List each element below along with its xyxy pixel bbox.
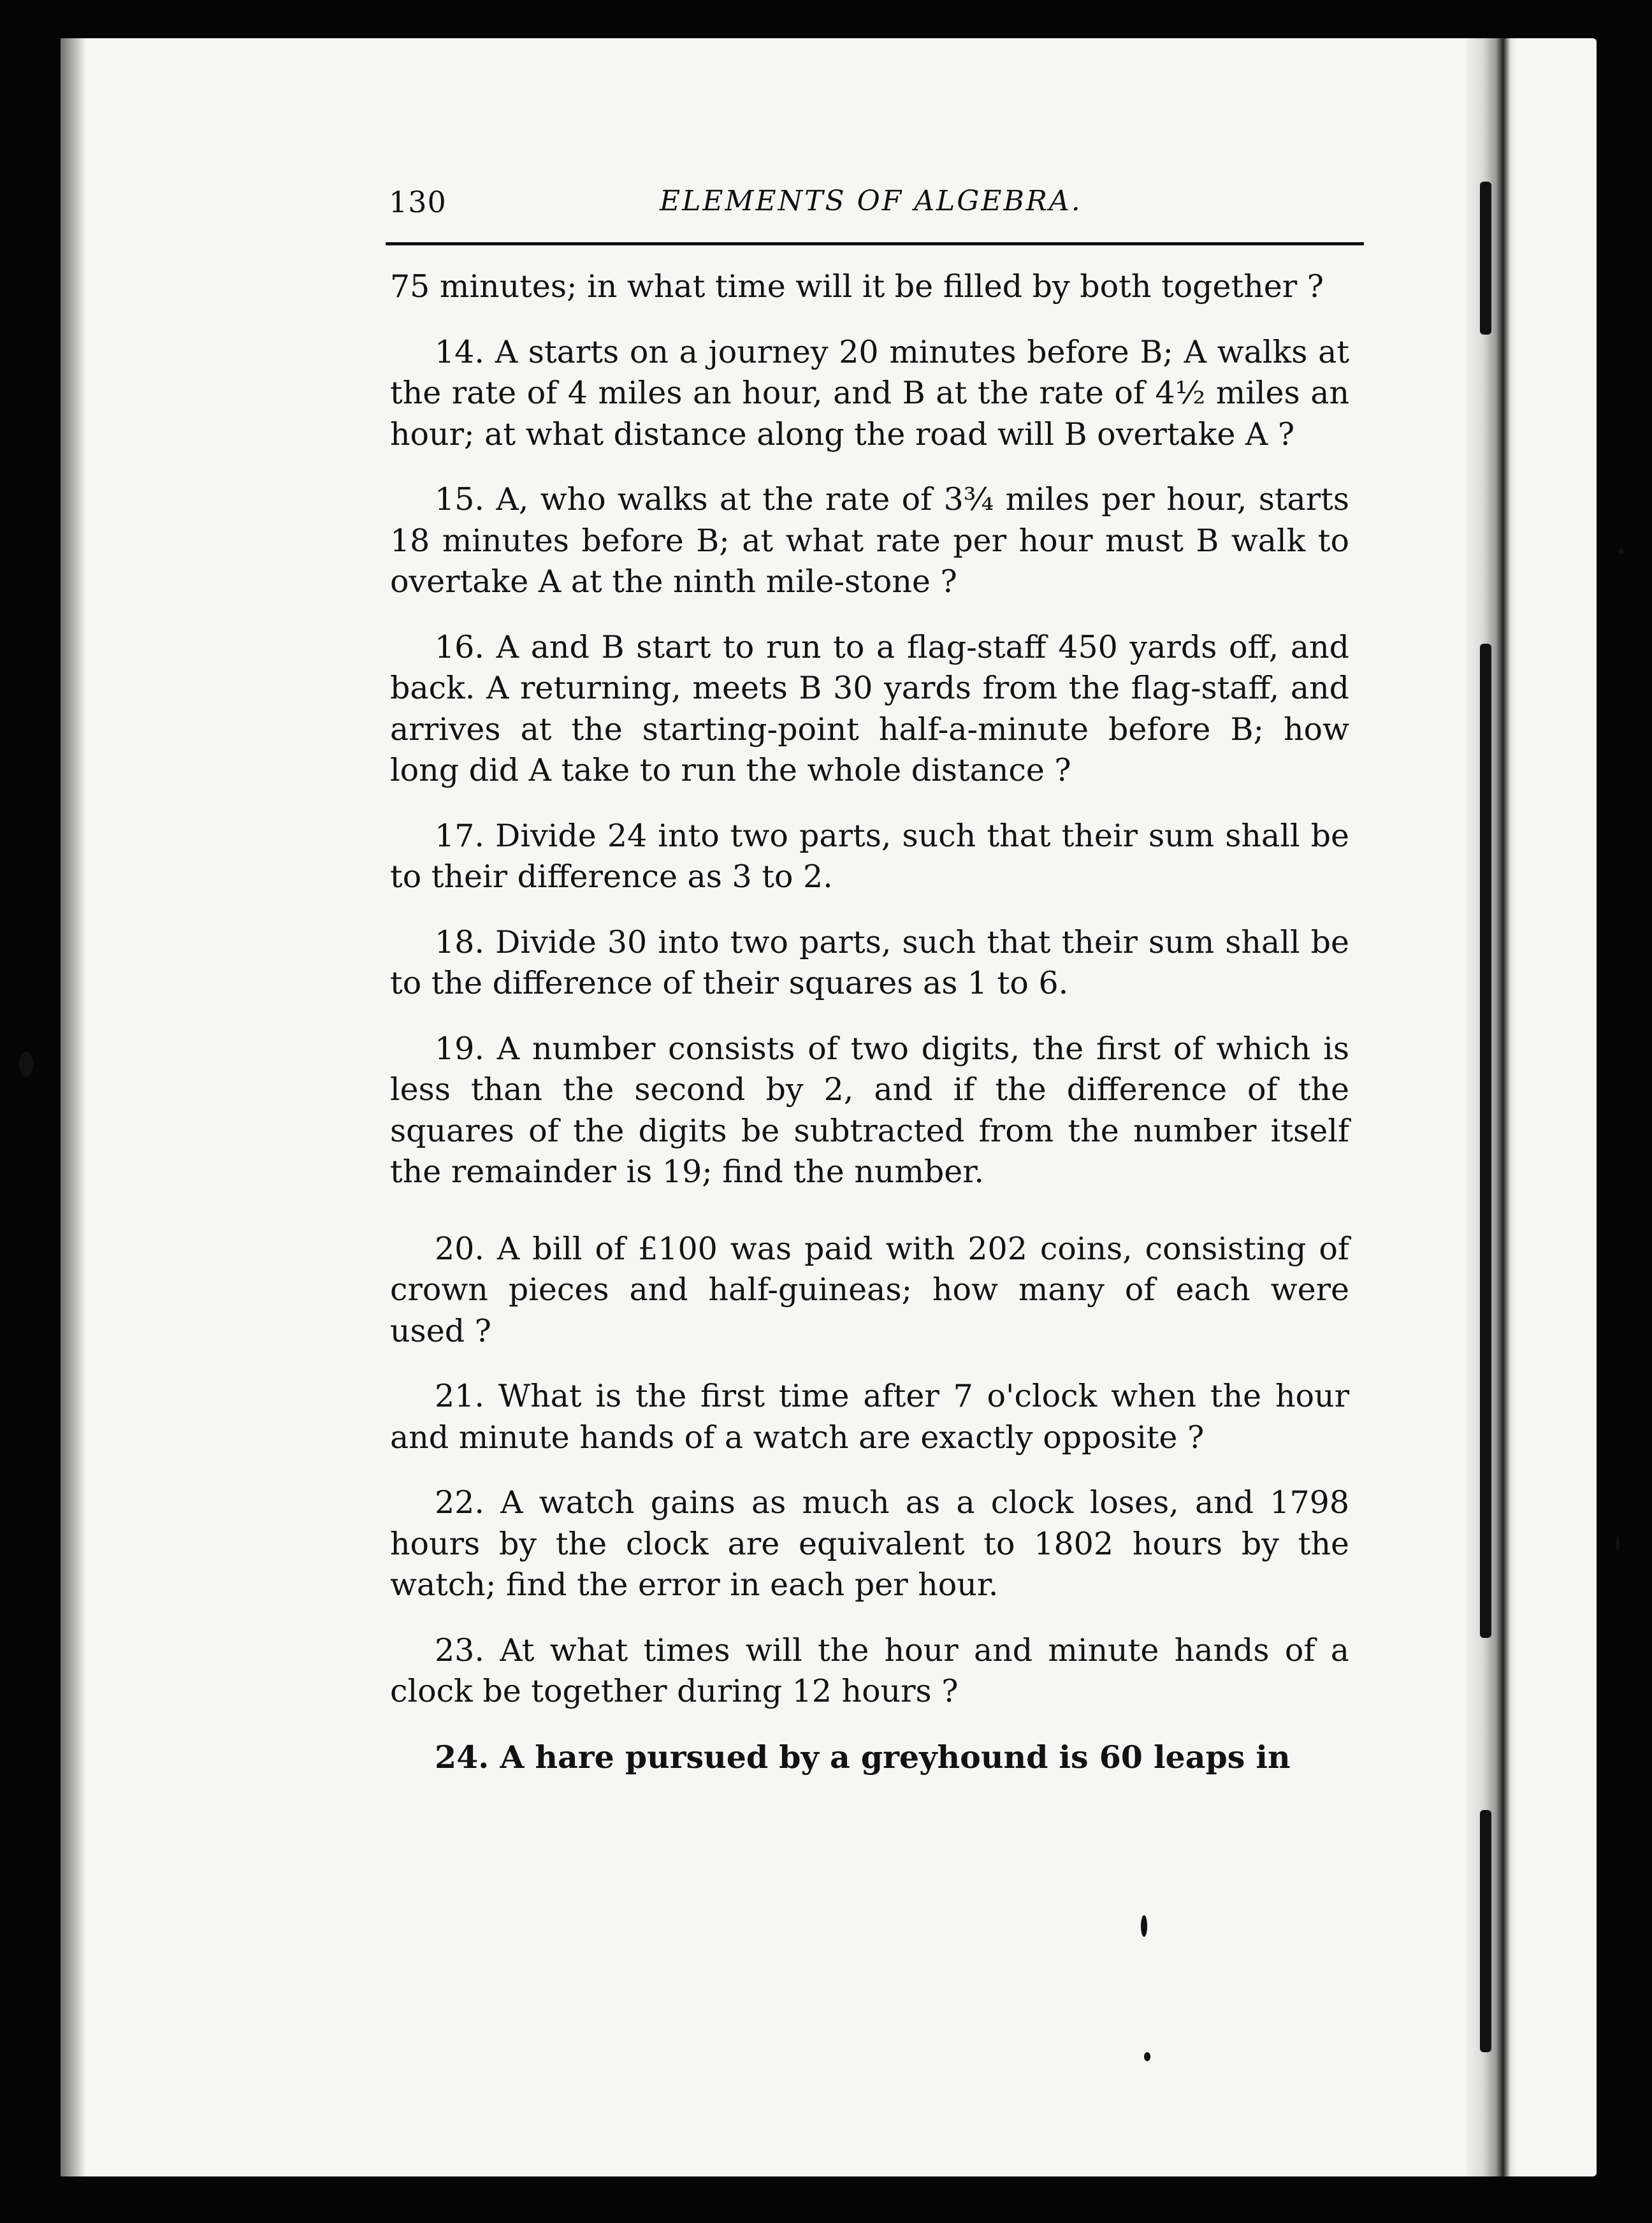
exercise-number: 17. <box>435 817 484 854</box>
exercise-number: 20. <box>435 1230 484 1267</box>
exercise-paragraph <box>390 1029 1349 1193</box>
running-head: ELEMENTS OF ALGEBRA. <box>660 185 1082 217</box>
exercise-paragraph <box>390 627 1349 792</box>
exercise-paragraph <box>390 1482 1349 1606</box>
exercise-number: 18. <box>435 923 484 960</box>
exercise-number: 24. <box>435 1738 489 1776</box>
exercise-text <box>390 266 1349 1802</box>
exercise-paragraph <box>390 1630 1349 1713</box>
exercise-number: 19. <box>435 1030 484 1067</box>
exercise-paragraph <box>390 332 1349 456</box>
exercise-paragraph <box>390 816 1349 898</box>
exercise-number: 14. <box>435 333 484 370</box>
exercise-number: 22. <box>435 1484 484 1521</box>
scan-speck <box>1141 1915 1147 1937</box>
page-edge-shadow <box>61 38 86 2176</box>
exercise-text-body: What is the first time after 7 o'clock when the hour and minute hands of a watch are exactly opposite ? <box>390 1378 1349 1456</box>
page-header <box>389 185 1364 229</box>
exercise-text-body: At what times will the hour and minute hands of a clock be together during 12 hours ? <box>390 1632 1349 1709</box>
exercise-paragraph <box>390 1229 1349 1352</box>
page-number: 130 <box>389 185 447 219</box>
scan-speck <box>1619 548 1624 554</box>
exercise-text-body: Divide 30 into two parts, such that their sum shall be to the difference of their squares as 1 to 6. <box>390 923 1350 1001</box>
scan-speck <box>1144 2052 1150 2061</box>
exercise-text-body: A watch gains as much as a clock loses, and 1798 hours by the clock are equivalent to 1802 hours by the watch; find the error in each per hour. <box>390 1484 1350 1603</box>
exercise-paragraph <box>390 1737 1349 1778</box>
binding-mark <box>1480 644 1491 1638</box>
exercise-paragraph <box>390 1376 1349 1458</box>
exercise-number: 16. <box>435 628 484 665</box>
binding-mark <box>1480 182 1491 335</box>
exercise-number: 21. <box>435 1378 484 1414</box>
exercise-paragraph <box>390 479 1349 603</box>
exercise-number: 23. <box>435 1632 484 1669</box>
exercise-text-body: Divide 24 into two parts, such that their sum shall be to their difference as 3 to 2. <box>390 817 1350 895</box>
scan-speck <box>19 1052 33 1077</box>
exercise-text-body: 75 minutes; in what time will it be filled by both together ? <box>390 268 1324 305</box>
exercise-number: 15. <box>435 481 484 518</box>
exercise-text-body: A, who walks at the rate of 3¾ miles per hour, starts 18 minutes before B; at what rate per hour must B walk to overtake A at the ninth mile-stone ? <box>390 481 1350 600</box>
binding-mark <box>1480 1810 1491 2052</box>
exercise-paragraph <box>390 266 1349 308</box>
exercise-paragraph <box>390 922 1349 1004</box>
exercise-text-body: A starts on a journey 20 minutes before B; A walks at the rate of 4 miles an hour, and B at the rate of 4½ miles an hour; at what distance along the road will B overtake A ? <box>390 333 1350 453</box>
exercise-text-body: A hare pursued by a greyhound is 60 leaps in <box>500 1738 1291 1776</box>
exercise-text-body: A and B start to run to a flag-staff 450 yards off, and back. A returning, meets B 30 yards from the flag-staff, and arrives at the starting-point half-a-minute before B; how long did A take to run the whole distance ? <box>390 628 1349 788</box>
exercise-text-body: A number consists of two digits, the first of which is less than the second by 2, and if the difference of the squares of the digits be subtracted from the number itself the remainder is 19; find the number. <box>390 1030 1349 1190</box>
scan-speck <box>1616 1536 1619 1550</box>
exercise-text-body: A bill of £100 was paid with 202 coins, consisting of crown pieces and half-guineas; how many of each were used ? <box>390 1230 1350 1349</box>
header-rule <box>386 242 1364 245</box>
